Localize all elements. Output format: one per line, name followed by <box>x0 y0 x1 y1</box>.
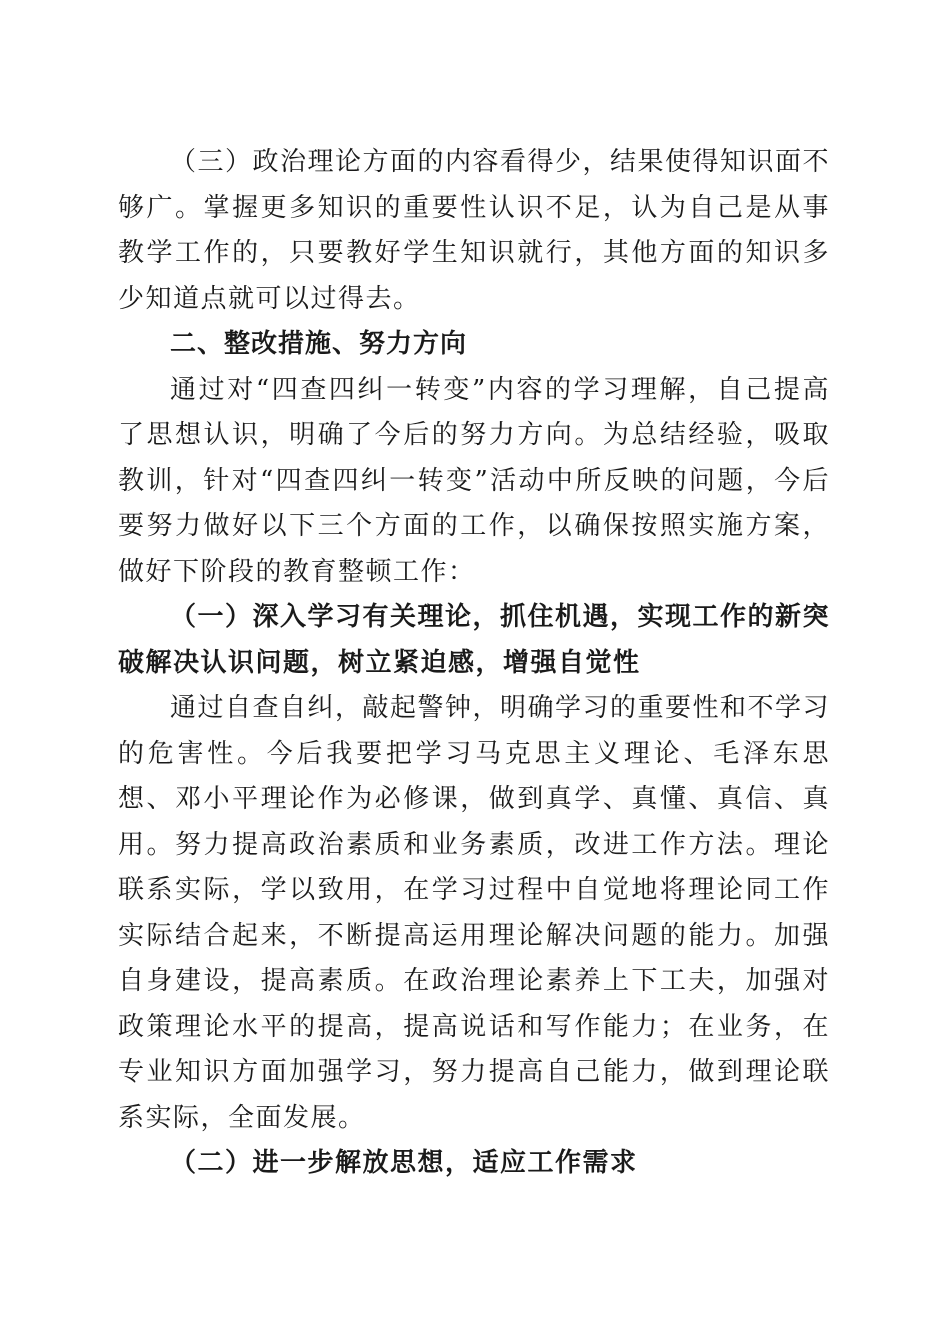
section-heading-rectification: 二、整改措施、努力方向 <box>170 329 468 359</box>
paragraph-rectification-intro: 通过对“四查四纠一转变”内容的学习理解，自己提高了思想认识，明确了今后的努力方向。为总结经验，吸取教训，针对“四查四纠一转变”活动中所反映的问题，今后要努力做好以下三个方面的工作，以确保按照实施方案，做好下阶段的教育整顿工作： <box>118 374 830 587</box>
subheading-measure-one: （一）深入学习有关理论，抓住机遇，实现工作的新突破解决认识问题，树立紧迫感，增强自觉性 <box>118 602 831 678</box>
document-body <box>118 140 830 1187</box>
paragraph-problem-three: （三）政治理论方面的内容看得少，结果使得知识面不够广。掌握更多知识的重要性认识不足，认为自己是从事教学工作的，只要教好学生知识就行，其他方面的知识多少知道点就可以过得去。 <box>118 147 831 314</box>
subheading-measure-two: （二）进一步解放思想，适应工作需求 <box>170 1148 638 1178</box>
paragraph-measure-one: 通过自查自纠，敲起警钟，明确学习的重要性和不学习的危害性。今后我要把学习马克思主义理论、毛泽东思想、邓小平理论作为必修课，做到真学、真懂、真信、真用。努力提高政治素质和业务素质，改进工作方法。理论联系实际，学以致用，在学习过程中自觉地将理论同工作实际结合起来，不断提高运用理论解决问题的能力。加强自身建设，提高素质。在政治理论素养上下工夫，加强对政策理论水平的提高，提高说话和写作能力；在业务，在专业知识方面加强学习，努力提高自己能力，做到理论联系实际，全面发展。 <box>118 693 831 1133</box>
